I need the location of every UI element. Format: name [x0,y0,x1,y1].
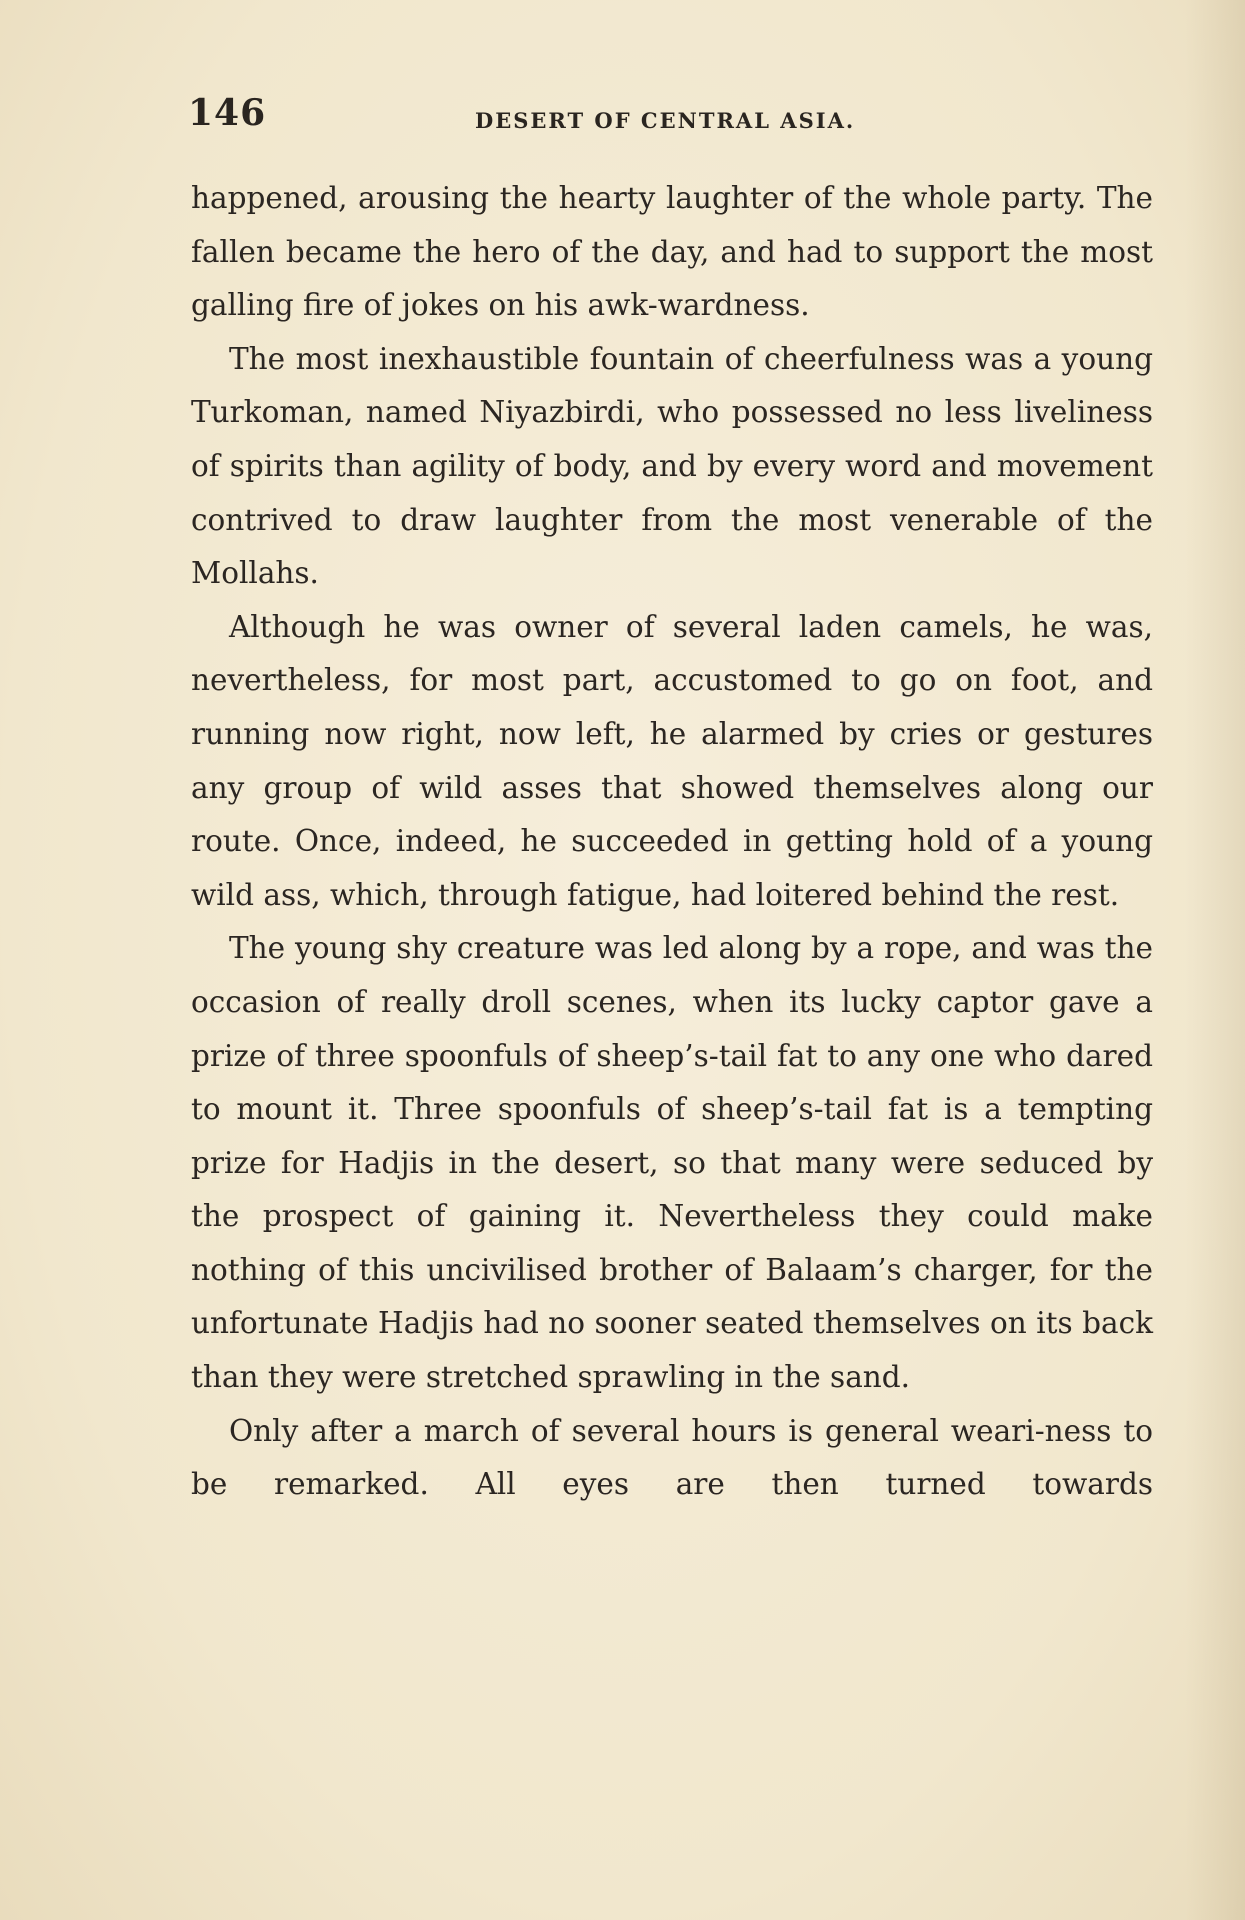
page-number: 146 [188,92,267,134]
paragraph-1: happened, arousing the hearty laughter of the whole party. The fallen became the hero of the day, and had to support the most galling fire of jokes on his awk-wardness. [191,181,1153,323]
body-text [191,172,1153,1512]
page-header [188,92,1158,142]
paragraph-5: Only after a march of several hours is general weari-ness to be remarked. All eyes are then turned towards [191,1413,1153,1502]
paragraph-3: Although he was owner of several laden camels, he was, nevertheless, for most part, accustomed to go on foot, and running now right, now left, he alarmed by cries or gestures any group of wild asses that showed themselves along our route. Once, indeed, he succeeded in getting hold of a young wild ass, which, through fatigue, had loitered behind the rest. [191,609,1153,912]
page-edge-shadow [1185,0,1245,1920]
paragraph-4: The young shy creature was led along by a rope, and was the occasion of really droll scenes, when its lucky captor gave a prize of three spoonfuls of sheep’s-tail fat to any one who dared to mount it. Three spoonfuls of sheep’s-tail fat is a tempting prize for Hadjis in the desert, so that many were seduced by the prospect of gaining it. Nevertheless they could make nothing of this uncivilised brother of Balaam’s charger, for the unfortunate Hadjis had no sooner seated themselves on its back than they were stretched sprawling in the sand. [191,931,1153,1395]
paragraph-2: The most inexhaustible fountain of cheerfulness was a young Turkoman, named Niyazbirdi, who possessed no less liveliness of spirits than agility of body, and by every word and movement contrived to draw laughter from the most venerable of the Mollahs. [191,341,1153,591]
running-head: DESERT OF CENTRAL ASIA. [475,108,856,133]
